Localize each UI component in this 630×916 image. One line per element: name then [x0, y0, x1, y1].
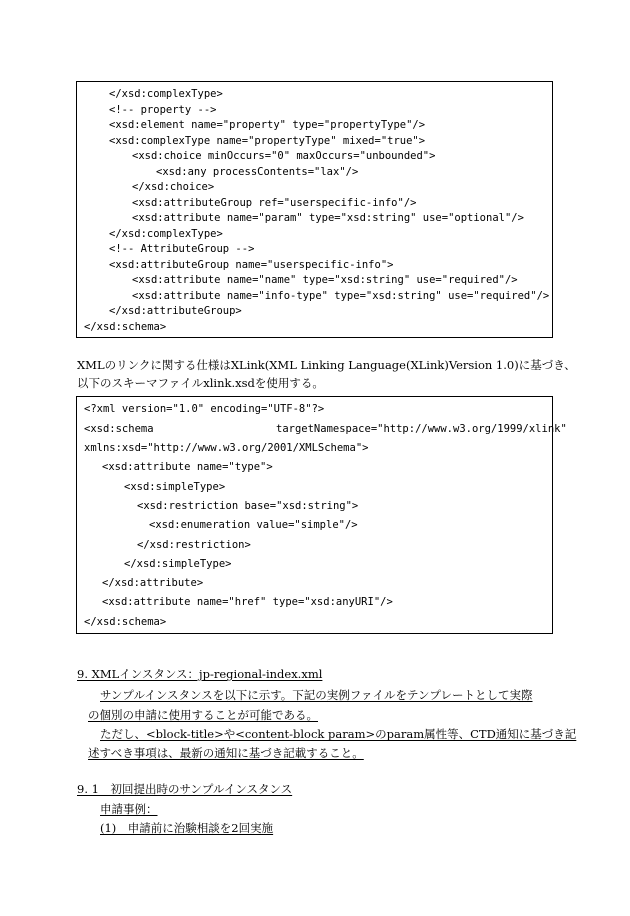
code-box-complex-type — [76, 81, 553, 338]
code-line: </xsd:complexType> — [109, 228, 223, 240]
code-line: xmlns:xsd="http://www.w3.org/2001/XMLSchema"> — [84, 442, 369, 454]
code-line: <xsd:restriction base="xsd:string"> — [137, 500, 359, 512]
section-9-heading: 9. XMLインスタンス：jp-regional-index.xml — [77, 667, 323, 681]
code-line: <?xml version="1.0" encoding="UTF-8"?> — [84, 403, 325, 415]
section-9-para-1-line-2: の個別の申請に使用することが可能である。 — [88, 708, 318, 722]
code-line: <xsd:attribute name="param" type="xsd:string" use="optional"/> — [132, 212, 524, 224]
code-line: </xsd:choice> — [132, 181, 215, 193]
intro-line-1: XMLのリンクに関する仕様はXLink(XML Linking Language(XLink)Version 1.0)に基づき、 — [77, 358, 576, 372]
code-line: <xsd:attribute name="info-type" type="xsd:string" use="required"/> — [132, 290, 550, 302]
code-line: <!-- property --> — [109, 104, 217, 116]
code-line: </xsd:restriction> — [137, 539, 251, 551]
code-line: targetNamespace="http://www.w3.org/1999/xlink" — [276, 423, 567, 435]
example-item-1: (1) 申請前に治験相談を2回実施 — [100, 821, 274, 835]
section-9-para-2-line-1: ただし、<block-title>や<content-block param>のparam属性等、CTD通知に基づき記 — [100, 727, 577, 741]
code-line: <xsd:simpleType> — [124, 481, 226, 493]
example-label: 申請事例： — [100, 802, 158, 816]
code-line: </xsd:schema> — [84, 321, 167, 333]
code-line: <xsd:any processContents="lax"/> — [156, 166, 359, 178]
code-line: <xsd:attribute name="href" type="xsd:anyURI"/> — [102, 596, 393, 608]
code-line: <xsd:element name="property" type="propertyType"/> — [109, 119, 426, 131]
code-line: <xsd:attributeGroup ref="userspecific-info"/> — [132, 197, 417, 209]
code-line: </xsd:attribute> — [102, 577, 204, 589]
code-line: <xsd:enumeration value="simple"/> — [149, 519, 358, 531]
code-line: <xsd:attributeGroup name="userspecific-info"> — [109, 259, 394, 271]
code-line: <xsd:choice minOccurs="0" maxOccurs="unbounded"> — [132, 150, 436, 162]
code-line: <xsd:attribute name="type"> — [102, 461, 273, 473]
code-line: </xsd:simpleType> — [124, 558, 232, 570]
code-line: </xsd:schema> — [84, 616, 167, 628]
section-9-para-2-line-2: 述すべき事項は、最新の通知に基づき記載すること。 — [88, 746, 364, 760]
code-box-xlink-schema — [76, 396, 567, 634]
code-line: <xsd:complexType name="propertyType" mixed="true"> — [109, 135, 426, 147]
code-line: <!-- AttributeGroup --> — [109, 243, 255, 255]
section-9-para-1-line-1: サンプルインスタンスを以下に示す。下記の実例ファイルをテンプレートとして実際 — [100, 688, 533, 702]
code-line: <xsd:schema — [84, 423, 154, 435]
intro-line-2: 以下のスキーマファイルxlink.xsdを使用する。 — [77, 376, 324, 390]
section-9-1-heading: 9. 1 初回提出時のサンプルインスタンス — [77, 782, 293, 796]
code-line: </xsd:attributeGroup> — [109, 305, 242, 317]
code-line: <xsd:attribute name="name" type="xsd:string" use="required"/> — [132, 274, 518, 286]
code-line: </xsd:complexType> — [109, 88, 223, 100]
